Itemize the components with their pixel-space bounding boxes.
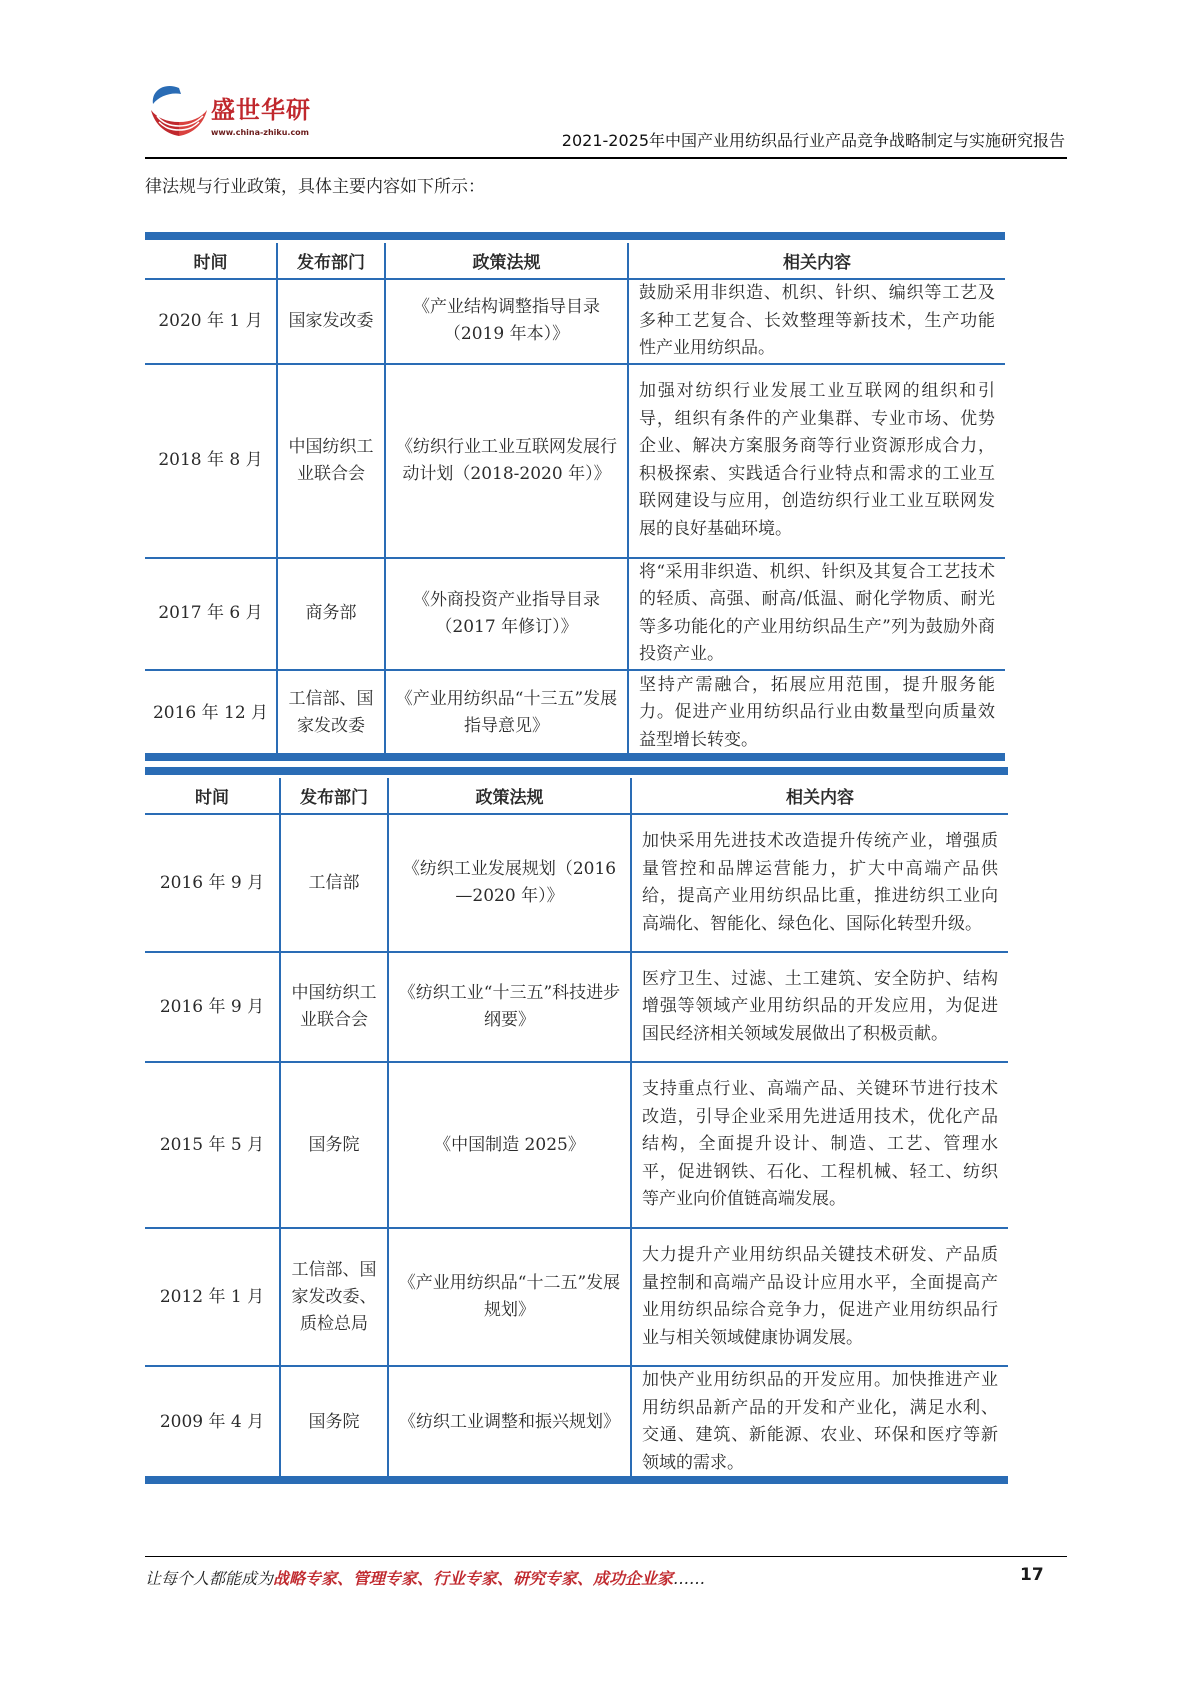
table-row	[145, 670, 1005, 756]
intro-text: 律法规与行业政策，具体主要内容如下所示：	[145, 177, 485, 197]
cell-policy: 《纺织工业调整和振兴规划》	[388, 1366, 631, 1477]
table-row	[145, 814, 1008, 952]
page-header	[145, 78, 1065, 160]
cell-content: 鼓励采用非织造、机织、针织、编织等工艺及多种工艺复合、长效整理等新技术，生产功能性产业用纺织品。	[628, 279, 1005, 364]
cell-time: 2018 年 8 月	[145, 364, 277, 558]
cell-content: 加快产业用纺织品的开发应用。加快推进产业用纺织品新产品的开发和产业化，满足水利、交通、建筑、新能源、农业、环保和医疗等新领域的需求。	[631, 1366, 1008, 1477]
cell-dept: 国家发改委	[277, 279, 385, 364]
logo-text: 盛世华研	[211, 96, 311, 124]
cell-policy: 《产业用纺织品“十二五”发展规划》	[388, 1228, 631, 1366]
cell-content: 加强对纺织行业发展工业互联网的组织和引导，组织有条件的产业集群、专业市场、优势企业、解决方案服务商等行业资源形成合力，积极探索、实践适合行业特点和需求的工业互联网建设与应用，创造纺织行业工业互联网发展的良好基础环境。	[628, 364, 1005, 558]
table-row	[145, 952, 1008, 1062]
cell-time: 2012 年 1 月	[145, 1228, 280, 1366]
col-header-content: 相关内容	[783, 253, 851, 273]
cell-policy: 《中国制造 2025》	[388, 1062, 631, 1228]
cell-dept: 中国纺织工业联合会	[280, 952, 388, 1062]
cell-policy: 《产业结构调整指导目录（2019 年本）》	[385, 279, 628, 364]
cell-dept: 商务部	[277, 558, 385, 670]
footer-prefix: 让每个人都能成为	[145, 1569, 274, 1588]
table-row	[145, 558, 1005, 670]
logo-url: www.china-zhiku.com	[211, 128, 310, 137]
cell-dept: 中国纺织工业联合会	[277, 364, 385, 558]
book-logo-icon	[145, 82, 215, 144]
cell-time: 2016 年 9 月	[145, 814, 280, 952]
cell-content: 坚持产需融合，拓展应用范围，提升服务能力。促进产业用纺织品行业由数量型向质量效益型增长转变。	[628, 670, 1005, 756]
cell-content: 支持重点行业、高端产品、关键环节进行技术改造，引导企业采用先进适用技术，优化产品结构，全面提升设计、制造、工艺、管理水平，促进钢铁、石化、工程机械、轻工、纺织等产业向价值链高端发展。	[631, 1062, 1008, 1228]
cell-time: 2017 年 6 月	[145, 558, 277, 670]
col-header-policy: 政策法规	[385, 243, 628, 279]
table-row	[145, 364, 1005, 558]
cell-content: 医疗卫生、过滤、土工建筑、安全防护、结构增强等领域产业用纺织品的开发应用，为促进国民经济相关领域发展做出了积极贡献。	[631, 952, 1008, 1062]
footer-suffix: ……	[673, 1569, 706, 1588]
table-row	[145, 1062, 1008, 1228]
cell-content: 加快采用先进技术改造提升传统产业，增强质量管控和品牌运营能力，扩大中高端产品供给，提高产业用纺织品比重，推进纺织工业向高端化、智能化、绿色化、国际化转型升级。	[631, 814, 1008, 952]
table-header-row	[145, 243, 1005, 279]
table-row	[145, 279, 1005, 364]
logo	[145, 78, 315, 150]
cell-time: 2016 年 9 月	[145, 952, 280, 1062]
footer-divider	[145, 1556, 1067, 1557]
table-row	[145, 1366, 1008, 1477]
cell-dept: 国务院	[280, 1062, 388, 1228]
cell-policy: 《产业用纺织品“十三五”发展指导意见》	[385, 670, 628, 756]
col-header-time: 时间	[145, 778, 280, 814]
cell-content: 大力提升产业用纺织品关键技术研发、产品质量控制和高端产品设计应用水平，全面提高产业用纺织品综合竞争力，促进产业用纺织品行业与相关领域健康协调发展。	[631, 1228, 1008, 1366]
cell-policy: 《纺织工业发展规划（2016—2020 年）》	[388, 814, 631, 952]
cell-time: 2015 年 5 月	[145, 1062, 280, 1228]
col-header-content: 相关内容	[786, 788, 854, 808]
policy-table-1	[145, 243, 1005, 756]
cell-dept: 工信部、国家发改委	[277, 670, 385, 756]
col-header-dept: 发布部门	[280, 778, 388, 814]
cell-content: 将“采用非织造、机织、针织及其复合工艺技术的轻质、高强、耐高/低温、耐化学物质、耐光等多功能化的产业用纺织品生产”列为鼓励外商投资产业。	[628, 558, 1005, 670]
cell-time: 2016 年 12 月	[145, 670, 277, 756]
cell-time: 2020 年 1 月	[145, 279, 277, 364]
cell-dept: 工信部	[280, 814, 388, 952]
header-divider	[145, 157, 1067, 159]
footer-highlight: 战略专家、管理专家、行业专家、研究专家、成功企业家	[273, 1569, 674, 1588]
footer-slogan	[145, 1566, 705, 1589]
cell-policy: 《外商投资产业指导目录（2017 年修订）》	[385, 558, 628, 670]
report-title: 2021-2025年中国产业用纺织品行业产品竞争战略制定与实施研究报告	[561, 131, 1065, 150]
cell-policy: 《纺织行业工业互联网发展行动计划（2018-2020 年）》	[385, 364, 628, 558]
cell-dept: 国务院	[280, 1366, 388, 1477]
table1-bottom-bar	[145, 753, 1005, 761]
cell-policy: 《纺织工业“十三五”科技进步纲要》	[388, 952, 631, 1062]
col-header-time: 时间	[145, 243, 277, 279]
table-header-row	[145, 778, 1008, 814]
page-number: 17	[1020, 1565, 1044, 1585]
table2-top-bar	[145, 767, 1008, 775]
col-header-dept: 发布部门	[277, 243, 385, 279]
policy-table-2	[145, 778, 1008, 1477]
table2-bottom-bar	[145, 1476, 1008, 1484]
table-row	[145, 1228, 1008, 1366]
cell-time: 2009 年 4 月	[145, 1366, 280, 1477]
cell-dept: 工信部、国家发改委、质检总局	[280, 1228, 388, 1366]
col-header-policy: 政策法规	[388, 778, 631, 814]
table1-top-bar	[145, 232, 1005, 240]
